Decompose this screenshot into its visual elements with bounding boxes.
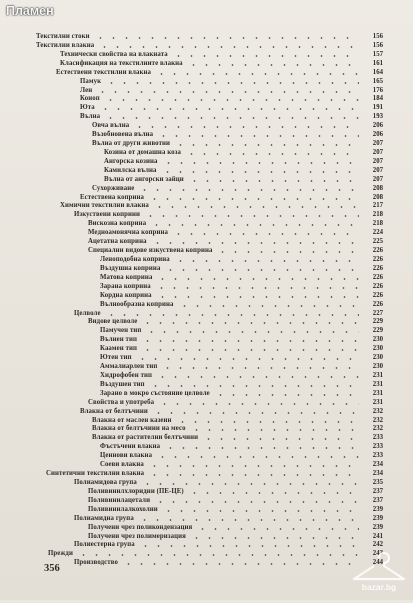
- dot-leader: [149, 385, 359, 387]
- toc-entry-title: Хидрофобен тип: [100, 371, 153, 379]
- page-number: 356: [44, 563, 60, 574]
- toc-entry-title: Въздушен тип: [100, 380, 145, 388]
- dot-leader: [148, 474, 359, 476]
- dot-leader: [188, 180, 359, 182]
- toc-entry-title: Аммалиарлен тип: [100, 363, 158, 371]
- toc-entry-title: Вълна: [80, 113, 101, 121]
- toc-entry-page: 217: [372, 202, 383, 210]
- toc-entry: [0, 434, 413, 442]
- toc-entry: [0, 140, 413, 148]
- toc-entry-title: Естествена коприна: [80, 193, 144, 201]
- toc-entry-page: 206: [372, 122, 383, 130]
- dot-leader: [104, 117, 359, 119]
- toc-entry-title: Синтетични текстилни влакна: [46, 470, 145, 478]
- toc-entry-title: Ацетатна коприна: [88, 238, 147, 246]
- toc-entry-page: 218: [372, 220, 383, 228]
- toc-entry-page: 244: [372, 559, 383, 567]
- dot-leader: [141, 349, 359, 351]
- toc-entry-title: Получени чрез полимеризация: [88, 532, 186, 540]
- toc-entry: [0, 541, 413, 549]
- dot-leader: [156, 376, 359, 378]
- toc-entry-page: 231: [372, 371, 383, 379]
- dot-leader: [144, 215, 359, 217]
- toc-entry-page: 241: [372, 532, 383, 540]
- toc-entry: [0, 176, 413, 184]
- dot-leader: [94, 37, 359, 39]
- toc-entry-title: Изкуствени коприни: [74, 211, 141, 219]
- toc-entry-title: Полиамидова група: [74, 479, 137, 486]
- dot-leader: [187, 64, 359, 66]
- toc-entry-title: Полиамидна група: [74, 514, 134, 522]
- toc-entry: [0, 470, 413, 478]
- toc-entry-page: 232: [372, 416, 383, 424]
- dot-leader: [154, 501, 359, 503]
- dot-leader: [174, 144, 359, 146]
- dot-leader: [164, 447, 359, 449]
- dot-leader: [136, 358, 359, 360]
- toc-entry-page: 226: [372, 282, 383, 290]
- toc-entry: [0, 122, 413, 130]
- toc-entry: [0, 229, 413, 237]
- toc-entry: [0, 515, 413, 523]
- toc-entry-page: 227: [372, 309, 383, 317]
- dot-leader: [138, 189, 359, 191]
- toc-entry: [0, 461, 413, 469]
- toc-entry-title: Камилска вълна: [104, 166, 157, 174]
- dot-leader: [202, 438, 359, 440]
- toc-entry-page: 206: [372, 131, 383, 139]
- toc-entry-title: Ленoподобна коприна: [100, 256, 170, 263]
- dot-leader: [139, 545, 359, 547]
- toc-entry-page: 164: [372, 68, 383, 76]
- toc-entry-page: 226: [372, 291, 383, 299]
- toc-entry-title: Медноамонячна коприна: [88, 229, 169, 237]
- toc-entry-page: 234: [372, 470, 383, 478]
- toc-entry-page: 157: [372, 50, 383, 58]
- toc-entry-page: 229: [372, 327, 383, 335]
- toc-entry: [0, 256, 413, 264]
- toc-entry: [0, 310, 413, 318]
- dot-leader: [162, 510, 359, 512]
- toc-entry: [0, 283, 413, 291]
- toc-entry-page: 231: [372, 398, 383, 406]
- toc-entry: [0, 69, 413, 77]
- toc-entry-page: 208: [372, 193, 383, 201]
- toc-entry-page: 165: [372, 77, 383, 85]
- toc-entry-title: Ангорска козина: [104, 157, 158, 165]
- dot-leader: [150, 224, 359, 226]
- toc-entry-page: 193: [372, 113, 383, 121]
- toc-entry-title: Поливинилхлоридни (ПЕ-ЦЕ): [88, 487, 184, 495]
- dot-leader: [133, 126, 359, 128]
- toc-entry: [0, 318, 413, 326]
- toc-entry-page: 207: [372, 140, 383, 148]
- toc-entry-title: Прежди: [48, 550, 73, 558]
- dot-leader: [185, 153, 359, 155]
- toc-entry: [0, 381, 413, 389]
- dot-leader: [164, 269, 359, 271]
- toc-entry-page: 239: [372, 523, 383, 531]
- toc-entry: [0, 425, 413, 433]
- toc-entry-page: 226: [372, 256, 383, 263]
- toc-entry: [0, 220, 413, 228]
- toc-entry-page: 232: [372, 425, 383, 433]
- dot-leader: [98, 46, 359, 48]
- dot-leader: [174, 260, 359, 262]
- toc-entry: [0, 417, 413, 425]
- toc-entry-title: Вълнообразна коприна: [100, 300, 174, 308]
- toc-entry: [0, 113, 413, 121]
- dot-leader: [122, 563, 359, 565]
- dot-leader: [151, 242, 359, 244]
- toc-entry-page: 226: [372, 273, 383, 281]
- toc-entry: [0, 479, 413, 487]
- toc-entry: [0, 399, 413, 407]
- toc-entry: [0, 42, 413, 50]
- toc-entry-page: 226: [372, 300, 383, 308]
- toc-entry-page: 156: [372, 41, 383, 49]
- toc-entry: [0, 408, 413, 416]
- dot-leader: [152, 412, 359, 414]
- dot-leader: [172, 55, 359, 57]
- toc-entry: [0, 372, 413, 380]
- toc-entry-page: 224: [372, 229, 383, 237]
- toc-entry-page: 191: [372, 104, 383, 112]
- toc-entry-page: 230: [372, 336, 383, 344]
- toc-entry: [0, 149, 413, 157]
- dot-leader: [216, 251, 359, 253]
- dot-leader: [138, 519, 359, 521]
- toc-entry: [0, 202, 413, 210]
- toc-entry-title: Матова коприна: [100, 273, 153, 281]
- toc-entry: [0, 131, 413, 139]
- dot-leader: [172, 233, 359, 235]
- dot-leader: [155, 73, 359, 75]
- toc-entry: [0, 167, 413, 175]
- toc-entry: [0, 506, 413, 514]
- dot-leader: [157, 135, 359, 137]
- toc-entry-title: Влакна от растителни белтъчини: [92, 434, 199, 442]
- dot-leader: [162, 162, 359, 164]
- toc-entry-title: Вискозна коприна: [88, 220, 147, 228]
- toc-entry-page: 207: [372, 166, 383, 174]
- toc-entry: [0, 292, 413, 300]
- toc-entry: [0, 158, 413, 166]
- toc-entry-title: Специални видове изкуствена коприна: [88, 247, 213, 255]
- dot-leader: [104, 99, 359, 101]
- toc-entry-title: Класификация на текстилните влакна: [60, 59, 183, 67]
- toc-entry-page: 229: [372, 318, 383, 326]
- dot-leader: [190, 429, 359, 431]
- watermark-logo: [347, 552, 411, 598]
- toc-entry-title: Получени чрез поликондензация: [88, 523, 193, 531]
- toc-entry-page: 230: [372, 345, 383, 353]
- watermark-text: bazar.bg: [361, 582, 397, 592]
- dot-leader: [161, 171, 359, 173]
- toc-entry-title: Влакна от белтъчини: [80, 407, 148, 415]
- dot-leader: [188, 492, 359, 494]
- toc-entry: [0, 443, 413, 451]
- toc-entry: [0, 488, 413, 496]
- toc-entry-title: Соеви влакна: [100, 461, 144, 469]
- dot-leader: [77, 554, 359, 556]
- toc-entry: [0, 274, 413, 282]
- dot-leader: [190, 537, 359, 539]
- toc-entry: [0, 533, 413, 541]
- toc-entry: [0, 185, 413, 193]
- toc-entry: [0, 78, 413, 86]
- dot-leader: [161, 367, 359, 369]
- toc-entry: [0, 265, 413, 273]
- toc-entry-title: Видове целволе: [88, 318, 138, 326]
- toc-entry-title: Кордна коприна: [100, 291, 152, 299]
- toc-entry-title: Памучен тип: [100, 327, 142, 335]
- toc-entry-title: Поливинилацетали: [88, 496, 151, 504]
- toc-entry: [0, 194, 413, 202]
- toc-entry-title: Козина от домашна коза: [104, 148, 181, 156]
- toc-entry-title: Овча вълна: [92, 122, 130, 130]
- toc-entry-page: 161: [372, 59, 383, 67]
- toc-entry: [0, 60, 413, 68]
- toc-entry-page: 242: [372, 541, 383, 549]
- toc-entry-title: Вълна от други животни: [92, 140, 171, 148]
- toc-entry: [0, 247, 413, 255]
- toc-entry-page: 233: [372, 443, 383, 451]
- toc-entry: [0, 95, 413, 103]
- toc-entry-page: 225: [372, 238, 383, 246]
- toc-entry-title: Поливинилалкохолни: [88, 505, 158, 513]
- toc-entry-page: 232: [372, 407, 383, 415]
- toc-entry: [0, 51, 413, 59]
- toc-entry-title: Производство: [74, 559, 118, 567]
- dot-leader: [176, 421, 359, 423]
- toc-entry-title: Въздушна коприна: [100, 264, 161, 272]
- dot-leader: [178, 305, 359, 307]
- toc-entry-page: 230: [372, 363, 383, 371]
- dot-leader: [141, 483, 359, 485]
- toc-entry: [0, 345, 413, 353]
- toc-entry: [0, 390, 413, 398]
- toc-entry: [0, 33, 413, 41]
- toc-entry-page: 233: [372, 434, 383, 442]
- toc-entry-title: Сухорживане: [92, 184, 135, 192]
- toc-entry: [0, 336, 413, 344]
- toc-entry: [0, 327, 413, 335]
- toc-entry-title: Текстилни стоки: [36, 33, 90, 40]
- dot-leader: [99, 108, 359, 110]
- dot-leader: [105, 314, 359, 316]
- dot-leader: [148, 465, 359, 467]
- toc-entry-title: Зарано в мокро състояние целволе: [100, 389, 210, 397]
- toc-entry-page: 235: [372, 479, 383, 486]
- dot-leader: [158, 403, 359, 405]
- toc-entry-page: 176: [372, 86, 383, 94]
- toc-entry-page: 231: [372, 380, 383, 388]
- toc-entry-title: Фъстъчени влакна: [100, 443, 161, 451]
- toc-entry-title: Ютен тип: [100, 354, 132, 362]
- dot-leader: [141, 322, 359, 324]
- toc-entry: [0, 301, 413, 309]
- toc-entry: [0, 104, 413, 112]
- toc-entry-title: Целволе: [74, 309, 101, 317]
- dot-leader: [214, 394, 359, 396]
- toc-entry-title: Вълнен тип: [100, 336, 138, 344]
- dot-leader: [153, 206, 359, 208]
- toc-entry-page: 231: [372, 389, 383, 397]
- toc-entry-page: 233: [372, 452, 383, 460]
- toc-entry-page: 237: [372, 487, 383, 495]
- toc-entry: [0, 363, 413, 371]
- toc-entry-title: Лен: [80, 86, 93, 94]
- toc-entry-page: 239: [372, 505, 383, 513]
- toc-entry-title: Технически свойства на влакната: [60, 50, 168, 58]
- toc-entry-page: 226: [372, 247, 383, 255]
- toc-entry-page: 239: [372, 514, 383, 522]
- toc-entry-title: Каамен тип: [100, 345, 138, 353]
- toc-entry-title: Полиестерна група: [74, 541, 135, 549]
- toc-entry-title: Влакна от белтъчини на месо: [92, 425, 186, 433]
- toc-entry: [0, 497, 413, 505]
- dot-leader: [156, 278, 359, 280]
- toc-entry: [0, 452, 413, 460]
- toc-entry: [0, 211, 413, 219]
- dot-leader: [96, 91, 359, 93]
- toc-entry: [0, 524, 413, 532]
- dot-leader: [145, 331, 359, 333]
- toc-entry-title: Влакна от маслен казеин: [92, 416, 172, 424]
- toc-entry: [0, 238, 413, 246]
- toc-entry-title: Юта: [80, 104, 95, 112]
- toc-entry-title: Химични текстилни влакна: [60, 202, 149, 210]
- toc-entry-page: 208: [372, 184, 383, 192]
- toc-entry-page: 234: [372, 461, 383, 469]
- toc-entry-page: 243: [372, 550, 383, 558]
- dot-leader: [148, 198, 359, 200]
- toc-entry-title: Свойства и употреба: [88, 398, 155, 406]
- dot-leader: [105, 82, 359, 84]
- toc-entry-title: Коноп: [80, 95, 100, 103]
- toc-entry-page: 207: [372, 148, 383, 156]
- toc-entry-title: Вълна от ангорски зайци: [104, 175, 184, 183]
- toc-entry-title: Зарана коприна: [100, 282, 151, 290]
- toc-entry-page: 184: [372, 95, 383, 103]
- dot-leader: [196, 528, 359, 530]
- toc-entry-title: Възобновена вълна: [92, 131, 154, 139]
- dot-leader: [141, 340, 359, 342]
- toc-entry-page: 237: [372, 496, 383, 504]
- toc-entry-title: Памук: [80, 77, 102, 85]
- toc-entry-title: Естествени текстилни влакна: [56, 68, 152, 76]
- toc-entry-title: Ценнови влакна: [100, 452, 153, 460]
- toc-entry-page: 230: [372, 354, 383, 362]
- site-brand-label: Пламен: [6, 4, 54, 18]
- dot-leader: [156, 456, 359, 458]
- toc-entry: [0, 87, 413, 95]
- toc-entry-page: 218: [372, 211, 383, 219]
- dot-leader: [156, 296, 359, 298]
- toc-entry-page: 207: [372, 157, 383, 165]
- toc-entry-page: 226: [372, 264, 383, 272]
- toc-entry-page: 156: [372, 33, 383, 40]
- toc-entry-title: Текстилни влакна: [36, 41, 95, 49]
- toc-entry: [0, 354, 413, 362]
- toc-entry-page: 207: [372, 175, 383, 183]
- dot-leader: [155, 287, 359, 289]
